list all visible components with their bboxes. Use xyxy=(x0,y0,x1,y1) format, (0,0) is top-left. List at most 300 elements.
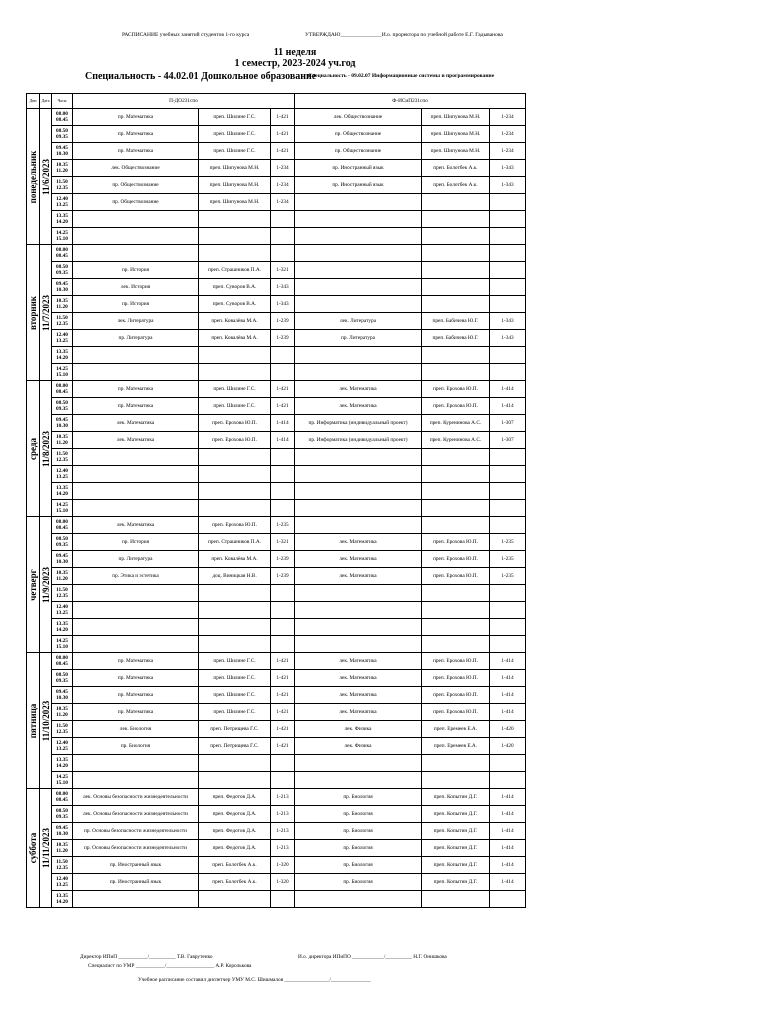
time-end: 10.30 xyxy=(56,151,68,157)
time-start: 13.35 xyxy=(56,756,68,763)
table-row xyxy=(27,551,526,568)
semester-title: 1 семестр, 2023-2024 уч.год xyxy=(234,58,356,69)
table-row xyxy=(27,602,526,619)
g2-room-cell: 1-234 xyxy=(490,143,526,160)
time-end: 15.10 xyxy=(56,644,68,650)
g2-subject-cell: лек. Физика xyxy=(295,721,422,738)
day-label: суббота xyxy=(27,832,38,864)
table-row xyxy=(27,500,526,517)
g2-subject-cell: пр. Биология xyxy=(295,857,422,874)
time-start: 11.50 xyxy=(56,450,68,457)
g1-subject-cell: лек. Математика xyxy=(73,415,199,432)
table-row xyxy=(27,211,526,228)
g1-room-cell xyxy=(271,891,295,908)
g1-room-cell: 1-239 xyxy=(271,568,295,585)
time-start: 10.35 xyxy=(56,841,68,848)
time-start: 13.35 xyxy=(56,892,68,899)
g2-teacher-cell: преп. Ерохова Ю.П. xyxy=(422,568,490,585)
g2-room-cell: 1-414 xyxy=(490,381,526,398)
g1-subject-cell xyxy=(73,245,199,262)
g2-room-cell: 1-414 xyxy=(490,806,526,823)
g2-room-cell: 1-414 xyxy=(490,687,526,704)
time-start: 09.45 xyxy=(56,144,68,151)
time-end: 11.20 xyxy=(56,304,68,310)
schedule-table xyxy=(26,93,526,908)
g2-teacher-cell: преп. Шипунова М.Н. xyxy=(422,143,490,160)
g2-teacher-cell: преп. Бабичева Ю.Г. xyxy=(422,330,490,347)
g1-room-cell: 1-320 xyxy=(271,857,295,874)
g2-room-cell xyxy=(490,228,526,245)
g1-subject-cell: пр. Литература xyxy=(73,551,199,568)
g2-subject-cell xyxy=(295,211,422,228)
table-row xyxy=(27,789,526,806)
time-cell xyxy=(52,738,73,755)
g2-teacher-cell xyxy=(422,483,490,500)
time-start: 08.00 xyxy=(56,654,68,661)
time-end: 12.35 xyxy=(56,457,68,463)
g1-subject-cell: пр. Иностранный язык xyxy=(73,857,199,874)
time-cell xyxy=(52,789,73,806)
time-end: 09.35 xyxy=(56,270,68,276)
g1-subject-cell: пр. Биология xyxy=(73,738,199,755)
g1-subject-cell: лек. Математика xyxy=(73,432,199,449)
g1-subject-cell: пр. Иностранный язык xyxy=(73,874,199,891)
g1-room-cell: 1-320 xyxy=(271,874,295,891)
g2-teacher-cell: преп. Копытин Д.Г. xyxy=(422,789,490,806)
g2-room-cell: 1-343 xyxy=(490,330,526,347)
g1-teacher-cell: преп. Шилине Г.С. xyxy=(199,398,271,415)
date-label: 11/8/2023 xyxy=(40,430,51,467)
table-row xyxy=(27,755,526,772)
table-row xyxy=(27,279,526,296)
g2-room-cell: 1-234 xyxy=(490,126,526,143)
g2-room-cell xyxy=(490,296,526,313)
table-row xyxy=(27,636,526,653)
time-cell xyxy=(52,755,73,772)
g2-subject-cell: лек. Обществознание xyxy=(295,109,422,126)
time-end: 13.25 xyxy=(56,882,68,888)
g1-subject-cell: пр. Математика xyxy=(73,398,199,415)
date-cell xyxy=(40,653,52,789)
footer-specialist: Специалист по УМР ___________/__________________ А.Р. Королькова xyxy=(88,963,252,969)
table-row xyxy=(27,687,526,704)
time-end: 12.35 xyxy=(56,321,68,327)
g1-room-cell xyxy=(271,755,295,772)
g2-subject-cell xyxy=(295,466,422,483)
approval-line: УТВЕРЖДАЮ_______________И.о. проректора по учебной работе Е.Г. Гадыванова xyxy=(305,32,503,38)
time-cell xyxy=(52,653,73,670)
g2-subject-cell: пр. Иностранный язык xyxy=(295,177,422,194)
g1-subject-cell xyxy=(73,585,199,602)
g1-teacher-cell: преп. Петрищева Г.С. xyxy=(199,721,271,738)
g1-subject-cell xyxy=(73,602,199,619)
time-cell xyxy=(52,262,73,279)
time-cell xyxy=(52,823,73,840)
g2-teacher-cell xyxy=(422,772,490,789)
g2-room-cell xyxy=(490,891,526,908)
time-end: 09.35 xyxy=(56,406,68,412)
g1-subject-cell: пр. Математика xyxy=(73,126,199,143)
time-end: 09.35 xyxy=(56,814,68,820)
table-row xyxy=(27,143,526,160)
table-row xyxy=(27,109,526,126)
g2-room-cell xyxy=(490,602,526,619)
time-end: 08.45 xyxy=(56,117,68,123)
time-start: 12.40 xyxy=(56,195,68,202)
table-row xyxy=(27,721,526,738)
time-end: 11.20 xyxy=(56,440,68,446)
g1-subject-cell: пр. Обществознание xyxy=(73,177,199,194)
g2-subject-cell xyxy=(295,194,422,211)
g1-room-cell xyxy=(271,228,295,245)
group-header-2: Ф-ИСиП231спо xyxy=(295,94,526,109)
time-cell xyxy=(52,517,73,534)
g1-subject-cell: лек. Основы безопасности жизнедеятельности xyxy=(73,806,199,823)
g1-room-cell: 1-239 xyxy=(271,330,295,347)
time-start: 14.25 xyxy=(56,501,68,508)
g1-teacher-cell xyxy=(199,347,271,364)
g1-teacher-cell: преп. Шилине Г.С. xyxy=(199,687,271,704)
time-cell xyxy=(52,398,73,415)
g1-subject-cell: пр. История xyxy=(73,262,199,279)
g1-room-cell xyxy=(271,364,295,381)
g1-room-cell xyxy=(271,347,295,364)
g1-subject-cell: пр. Математика xyxy=(73,109,199,126)
g1-room-cell: 1-421 xyxy=(271,670,295,687)
time-start: 09.45 xyxy=(56,416,68,423)
time-end: 10.30 xyxy=(56,559,68,565)
g1-subject-cell: лек. Основы безопасности жизнедеятельности xyxy=(73,789,199,806)
time-start: 14.25 xyxy=(56,229,68,236)
date-label: 11/9/2023 xyxy=(40,566,51,603)
g2-teacher-cell xyxy=(422,466,490,483)
table-row xyxy=(27,466,526,483)
table-row xyxy=(27,823,526,840)
g2-subject-cell xyxy=(295,245,422,262)
g1-subject-cell xyxy=(73,364,199,381)
g1-subject-cell: лек. Математика xyxy=(73,517,199,534)
g1-teacher-cell: преп. Страшников П.А. xyxy=(199,534,271,551)
g2-room-cell xyxy=(490,636,526,653)
time-start: 11.50 xyxy=(56,586,68,593)
g1-teacher-cell: преп. Шилине Г.С. xyxy=(199,704,271,721)
g2-room-cell xyxy=(490,483,526,500)
g1-room-cell: 1-421 xyxy=(271,143,295,160)
g1-room-cell: 1-421 xyxy=(271,653,295,670)
g1-room-cell xyxy=(271,245,295,262)
day-cell xyxy=(27,381,40,517)
g1-room-cell: 1-239 xyxy=(271,551,295,568)
header-date: Дата xyxy=(40,94,52,109)
g1-subject-cell xyxy=(73,619,199,636)
g2-subject-cell xyxy=(295,585,422,602)
g2-room-cell xyxy=(490,585,526,602)
footer-deputy: И.о. директора ИПиПО ____________/__________ Н.Г. Онишкова xyxy=(298,954,447,960)
g2-room-cell xyxy=(490,517,526,534)
time-cell xyxy=(52,279,73,296)
table-row xyxy=(27,160,526,177)
g1-room-cell: 1-421 xyxy=(271,126,295,143)
time-end: 11.20 xyxy=(56,576,68,582)
time-start: 11.50 xyxy=(56,722,68,729)
g2-room-cell xyxy=(490,466,526,483)
g2-room-cell xyxy=(490,772,526,789)
time-end: 10.30 xyxy=(56,831,68,837)
time-cell xyxy=(52,483,73,500)
g2-subject-cell xyxy=(295,891,422,908)
time-cell xyxy=(52,347,73,364)
time-end: 09.35 xyxy=(56,542,68,548)
time-start: 12.40 xyxy=(56,739,68,746)
g2-teacher-cell: преп. Болотбек А.к. xyxy=(422,160,490,177)
g1-teacher-cell xyxy=(199,483,271,500)
g2-room-cell xyxy=(490,262,526,279)
g1-room-cell: 1-213 xyxy=(271,823,295,840)
g2-subject-cell xyxy=(295,296,422,313)
g1-room-cell: 1-414 xyxy=(271,415,295,432)
g2-room-cell: 1-234 xyxy=(490,109,526,126)
g2-room-cell: 1-235 xyxy=(490,568,526,585)
table-row xyxy=(27,517,526,534)
time-start: 10.35 xyxy=(56,161,68,168)
time-cell xyxy=(52,585,73,602)
table-row xyxy=(27,313,526,330)
g2-room-cell: 1-414 xyxy=(490,874,526,891)
g1-teacher-cell: преп. Шилине Г.С. xyxy=(199,381,271,398)
g1-teacher-cell xyxy=(199,245,271,262)
g2-teacher-cell xyxy=(422,194,490,211)
g2-teacher-cell: преп. Шипунова М.Н. xyxy=(422,109,490,126)
g1-room-cell xyxy=(271,449,295,466)
g2-room-cell: 1-414 xyxy=(490,704,526,721)
g1-teacher-cell: преп. Федотов Д.А. xyxy=(199,823,271,840)
time-cell xyxy=(52,500,73,517)
g1-teacher-cell: преп. Ерохова Ю.П. xyxy=(199,432,271,449)
g2-subject-cell: пр. Биология xyxy=(295,874,422,891)
g1-teacher-cell: преп. Болотбек А.к. xyxy=(199,874,271,891)
time-end: 08.45 xyxy=(56,661,68,667)
time-start: 12.40 xyxy=(56,467,68,474)
g2-teacher-cell: преп. Копытин Д.Г. xyxy=(422,874,490,891)
table-row xyxy=(27,806,526,823)
time-start: 08.50 xyxy=(56,399,68,406)
time-start: 13.35 xyxy=(56,620,68,627)
g2-teacher-cell: преп. Ерохова Ю.П. xyxy=(422,398,490,415)
g1-room-cell: 1-213 xyxy=(271,806,295,823)
g1-room-cell xyxy=(271,585,295,602)
g1-room-cell: 1-234 xyxy=(271,177,295,194)
g1-subject-cell: пр. История xyxy=(73,534,199,551)
g2-room-cell xyxy=(490,194,526,211)
g1-subject-cell xyxy=(73,211,199,228)
g1-teacher-cell: преп. Петрищева Г.С. xyxy=(199,738,271,755)
g1-subject-cell: пр. Математика xyxy=(73,143,199,160)
g1-subject-cell: пр. Математика xyxy=(73,704,199,721)
time-cell xyxy=(52,211,73,228)
table-row xyxy=(27,585,526,602)
g1-teacher-cell: преп. Болотбек А.к. xyxy=(199,857,271,874)
g1-teacher-cell xyxy=(199,772,271,789)
g1-room-cell: 1-239 xyxy=(271,313,295,330)
g1-room-cell xyxy=(271,483,295,500)
g2-room-cell: 1-414 xyxy=(490,823,526,840)
time-cell xyxy=(52,874,73,891)
specialty-left: Специальность - 44.02.01 Дошкольное образование xyxy=(85,71,317,82)
g2-teacher-cell: преп. Куренинова А.С. xyxy=(422,415,490,432)
table-row xyxy=(27,891,526,908)
g2-room-cell xyxy=(490,279,526,296)
time-start: 14.25 xyxy=(56,637,68,644)
g1-teacher-cell: преп. Шипунова М.Н. xyxy=(199,177,271,194)
g2-teacher-cell xyxy=(422,279,490,296)
g2-room-cell xyxy=(490,245,526,262)
g1-teacher-cell xyxy=(199,364,271,381)
day-cell xyxy=(27,109,40,245)
time-start: 08.00 xyxy=(56,790,68,797)
g2-room-cell xyxy=(490,364,526,381)
table-row xyxy=(27,228,526,245)
g2-teacher-cell xyxy=(422,364,490,381)
g1-room-cell xyxy=(271,772,295,789)
g2-teacher-cell xyxy=(422,262,490,279)
g1-subject-cell: пр. Математика xyxy=(73,653,199,670)
time-end: 14.20 xyxy=(56,763,68,769)
time-end: 15.10 xyxy=(56,508,68,514)
table-row xyxy=(27,483,526,500)
g2-subject-cell: пр. Биология xyxy=(295,823,422,840)
g1-teacher-cell: преп. Шипунова М.Н. xyxy=(199,194,271,211)
time-end: 10.30 xyxy=(56,287,68,293)
g2-teacher-cell xyxy=(422,602,490,619)
g1-room-cell: 1-343 xyxy=(271,279,295,296)
time-cell xyxy=(52,619,73,636)
g2-room-cell: 1-307 xyxy=(490,415,526,432)
g1-room-cell: 1-234 xyxy=(271,194,295,211)
g2-subject-cell xyxy=(295,483,422,500)
time-start: 08.50 xyxy=(56,807,68,814)
date-cell xyxy=(40,517,52,653)
g1-room-cell: 1-421 xyxy=(271,704,295,721)
g2-teacher-cell: преп. Бабичева Ю.Г. xyxy=(422,313,490,330)
time-cell xyxy=(52,806,73,823)
table-row xyxy=(27,857,526,874)
g2-teacher-cell: преп. Ерохова Ю.П. xyxy=(422,670,490,687)
g2-subject-cell: пр. Биология xyxy=(295,806,422,823)
g2-teacher-cell: преп. Копытин Д.Г. xyxy=(422,823,490,840)
table-row xyxy=(27,364,526,381)
time-end: 13.25 xyxy=(56,610,68,616)
g1-teacher-cell xyxy=(199,602,271,619)
g2-subject-cell xyxy=(295,772,422,789)
time-start: 12.40 xyxy=(56,331,68,338)
table-row xyxy=(27,262,526,279)
g1-subject-cell: лек. История xyxy=(73,279,199,296)
g1-subject-cell: пр. Математика xyxy=(73,670,199,687)
time-end: 08.45 xyxy=(56,389,68,395)
g1-teacher-cell: преп. Ерохова Ю.П. xyxy=(199,415,271,432)
time-cell xyxy=(52,160,73,177)
table-row xyxy=(27,534,526,551)
time-end: 14.20 xyxy=(56,355,68,361)
footer-compiled: Учебное расписание составил диспетчер УМУ М.С. Шишмалов _________________/_______________ xyxy=(138,977,371,983)
g1-subject-cell xyxy=(73,500,199,517)
g1-subject-cell: пр. Обществознание xyxy=(73,194,199,211)
time-start: 13.35 xyxy=(56,212,68,219)
g1-subject-cell: лек. Обществознание xyxy=(73,160,199,177)
day-label: четверг xyxy=(27,568,38,601)
g1-room-cell: 1-421 xyxy=(271,738,295,755)
g2-teacher-cell: преп. Копытин Д.Г. xyxy=(422,857,490,874)
g2-subject-cell: лек. Математика xyxy=(295,687,422,704)
day-cell xyxy=(27,245,40,381)
time-start: 13.35 xyxy=(56,348,68,355)
time-cell xyxy=(52,857,73,874)
g2-subject-cell xyxy=(295,228,422,245)
table-row xyxy=(27,568,526,585)
g1-teacher-cell xyxy=(199,228,271,245)
g2-teacher-cell: преп. Ерохова Ю.П. xyxy=(422,704,490,721)
g2-subject-cell: лек. Математика xyxy=(295,568,422,585)
g2-teacher-cell: преп. Копытин Д.Г. xyxy=(422,806,490,823)
g1-teacher-cell: преп. Ковалёва М.А. xyxy=(199,330,271,347)
g1-room-cell xyxy=(271,602,295,619)
g1-teacher-cell xyxy=(199,636,271,653)
week-title: 11 неделя xyxy=(273,47,317,58)
time-end: 13.25 xyxy=(56,746,68,752)
g2-room-cell: 1-414 xyxy=(490,653,526,670)
time-end: 12.35 xyxy=(56,593,68,599)
g2-room-cell xyxy=(490,500,526,517)
g1-subject-cell xyxy=(73,755,199,772)
g2-teacher-cell: преп. Куренинова А.С. xyxy=(422,432,490,449)
g2-room-cell: 1-307 xyxy=(490,432,526,449)
g2-subject-cell: лек. Математика xyxy=(295,653,422,670)
g2-subject-cell: пр. Информатика (индивидуальный проект) xyxy=(295,415,422,432)
time-end: 11.20 xyxy=(56,168,68,174)
schedule-heading: РАСПИСАНИЕ учебных занятий студентов 1-го курса xyxy=(122,32,250,38)
time-end: 08.45 xyxy=(56,525,68,531)
g1-subject-cell: пр. Математика xyxy=(73,687,199,704)
day-cell xyxy=(27,517,40,653)
g1-subject-cell: пр. Математика xyxy=(73,381,199,398)
time-cell xyxy=(52,143,73,160)
g1-room-cell: 1-421 xyxy=(271,398,295,415)
time-end: 14.20 xyxy=(56,627,68,633)
g2-teacher-cell xyxy=(422,245,490,262)
g2-room-cell: 1-343 xyxy=(490,177,526,194)
g1-subject-cell xyxy=(73,449,199,466)
time-cell xyxy=(52,109,73,126)
table-row xyxy=(27,194,526,211)
g2-room-cell: 1-414 xyxy=(490,840,526,857)
time-cell xyxy=(52,772,73,789)
time-cell xyxy=(52,636,73,653)
table-row xyxy=(27,330,526,347)
time-cell xyxy=(52,296,73,313)
g1-teacher-cell: доц. Виницкая Н.В. xyxy=(199,568,271,585)
g1-teacher-cell: преп. Шилине Г.С. xyxy=(199,109,271,126)
g2-teacher-cell xyxy=(422,449,490,466)
time-end: 12.35 xyxy=(56,729,68,735)
g2-room-cell: 1-414 xyxy=(490,398,526,415)
g2-room-cell: 1-420 xyxy=(490,738,526,755)
table-row xyxy=(27,704,526,721)
date-cell xyxy=(40,109,52,245)
g1-room-cell xyxy=(271,636,295,653)
g2-teacher-cell: преп. Шипунова М.Н. xyxy=(422,126,490,143)
time-start: 11.50 xyxy=(56,314,68,321)
g1-subject-cell: пр. Основы безопасности жизнедеятельности xyxy=(73,840,199,857)
